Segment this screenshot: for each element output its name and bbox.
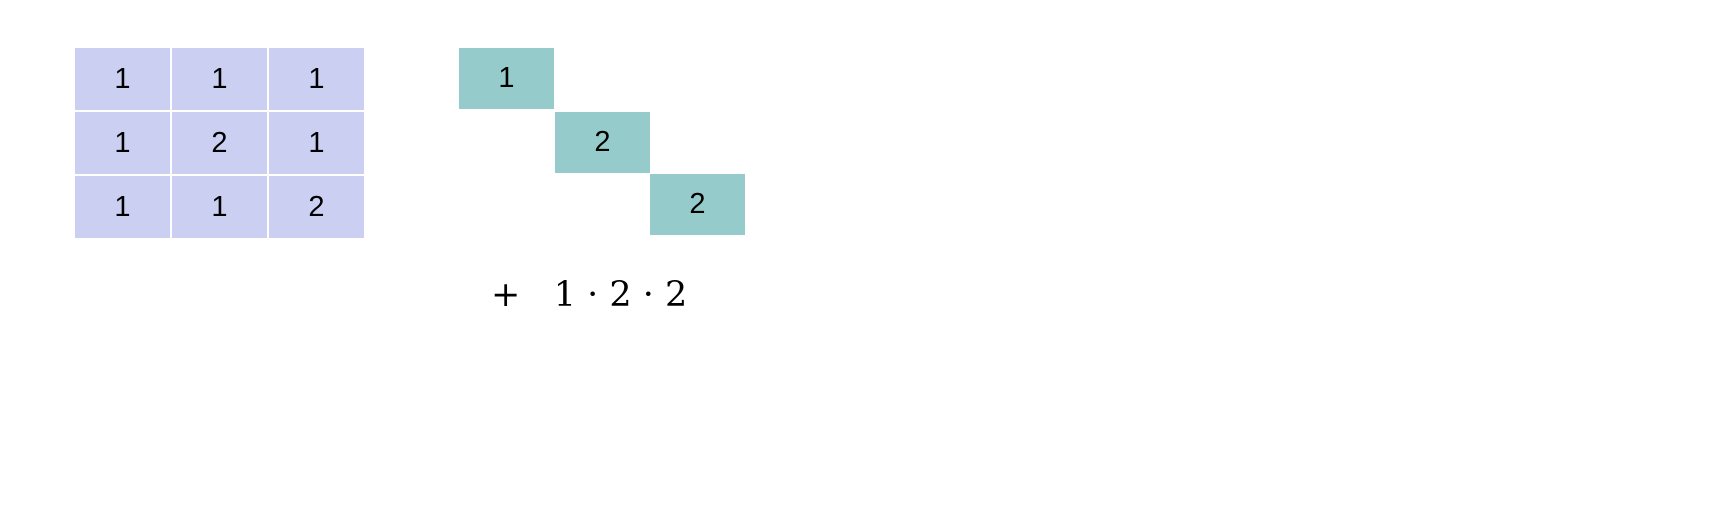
matrix-cell-r1-c2: 1 bbox=[172, 48, 267, 110]
diagonal-cell-1: 1 bbox=[459, 48, 554, 109]
matrix-grid bbox=[75, 48, 364, 238]
matrix-cell-r2-c2: 2 bbox=[172, 112, 267, 174]
diagonal-cell-2: 2 bbox=[555, 112, 650, 173]
matrix-cell-r3-c1: 1 bbox=[75, 176, 170, 238]
matrix-cell-r3-c3: 2 bbox=[269, 176, 364, 238]
diagonal-product-term bbox=[491, 275, 688, 315]
diagonal-cell-3: 2 bbox=[650, 174, 745, 235]
matrix-cell-r3-c2: 1 bbox=[172, 176, 267, 238]
term-expression: 1 · 2 · 2 bbox=[553, 275, 688, 315]
matrix-cell-r1-c3: 1 bbox=[269, 48, 364, 110]
matrix-cell-r2-c1: 1 bbox=[75, 112, 170, 174]
matrix-cell-r2-c3: 1 bbox=[269, 112, 364, 174]
matrix-cell-r1-c1: 1 bbox=[75, 48, 170, 110]
term-sign: + bbox=[491, 275, 521, 315]
